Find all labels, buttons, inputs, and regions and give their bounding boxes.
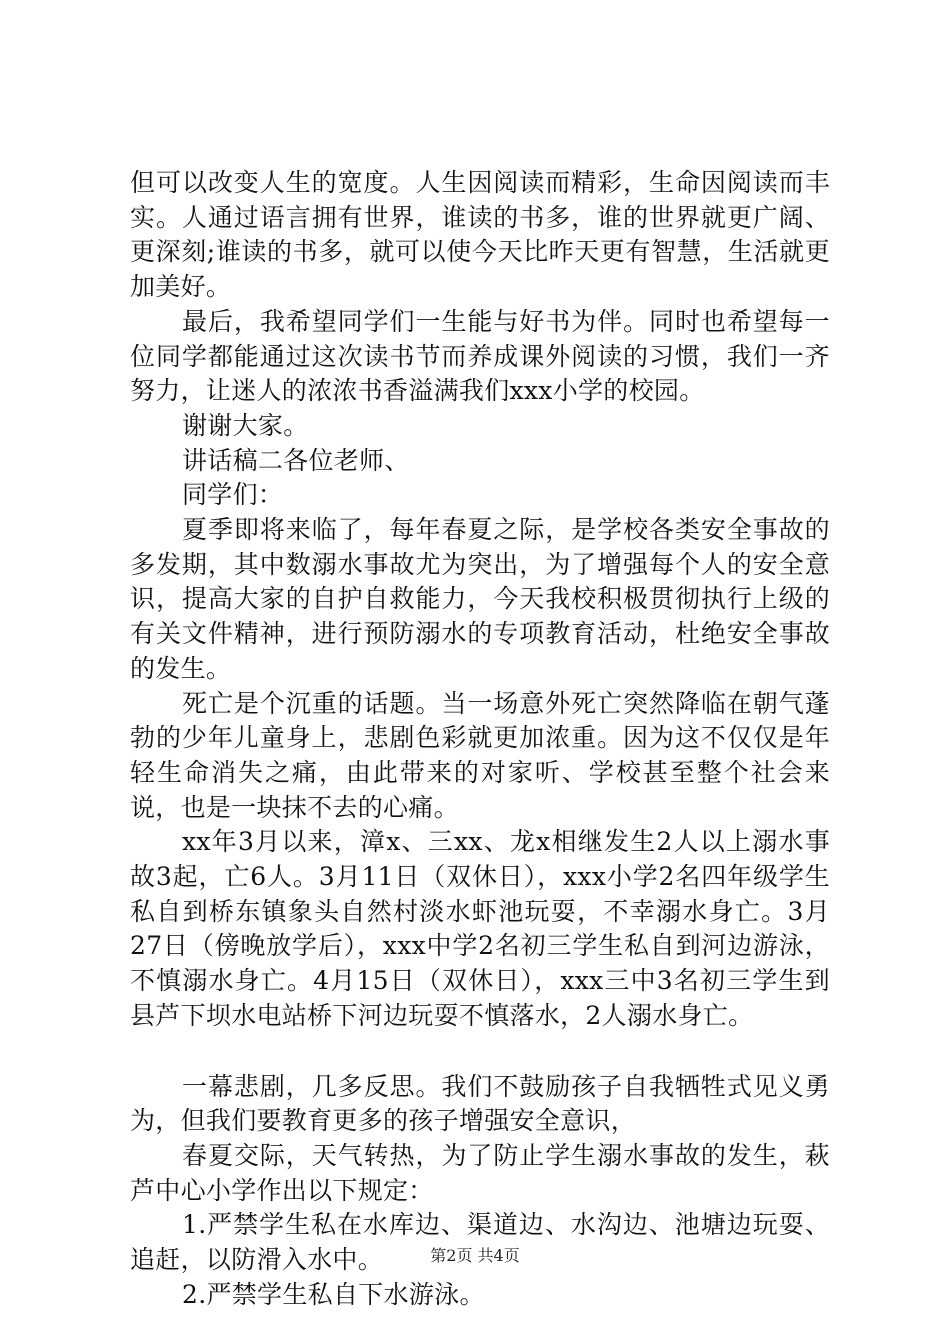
paragraph-spacer (130, 1034, 830, 1070)
paragraph-rule-1: 1.严禁学生私在水库边、渠道边、水沟边、池塘边玩耍、追赶，以防滑入水中。 (130, 1210, 830, 1275)
paragraph-speech-two-heading: 讲话稿二各位老师、 (182, 445, 410, 475)
paragraph-summer-safety: 夏季即将来临了，每年春夏之际，是学校各类安全事故的多发期，其中数溺水事故尤为突出，为了增强每个人的安全意识，提高大家的自护自救能力，今天我校积极贯彻执行上级的有关文件精神，进行预防溺水的专项教育活动，杜绝安全事故的发生。 (130, 515, 830, 683)
paragraph-regulations-intro: 春夏交际，天气转热，为了防止学生溺水事故的发生，萩芦中心小学作出以下规定： (130, 1140, 830, 1205)
paragraph-salutation: 同学们： (182, 480, 284, 510)
paragraph-thanks: 谢谢大家。 (182, 410, 309, 440)
paragraph-continuation: 但可以改变人生的宽度。人生因阅读而精彩，生命因阅读而丰实。人通过语言拥有世界，谁读的书多，谁的世界就更广阔、更深刻;谁读的书多，就可以使今天比昨天更有智慧，生活就更加美好。 (130, 168, 830, 302)
page-number-footer: 第2页 共4页 (430, 1246, 520, 1265)
paragraph-death-topic: 死亡是个沉重的话题。当一场意外死亡突然降临在朝气蓬勃的少年儿童身上，悲剧色彩就更加浓重。因为这不仅仅是年轻生命消失之痛，由此带来的对家听、学校甚至整个社会来说，也是一块抹不去的心痛。 (130, 688, 830, 822)
paragraph-accident-records: xx年3月以来，漳x、三xx、龙x相继发生2人以上溺水事故3起，亡6人。3月11日（双休日），xxx小学2名四年级学生私自到桥东镇象头自然村淡水虾池玩耍，不幸溺水身亡。3月27日（傍晚放学后），xxx中学2名初三学生私自到河边游泳，不慎溺水身亡。4月15日（双休日），xxx三中3名初三学生到县芦下坝水电站桥下河边玩耍不慎落水，2人溺水身亡。 (130, 827, 830, 1030)
paragraph-rule-2: 2.严禁学生私自下水游泳。 (182, 1279, 485, 1309)
document-body (130, 166, 830, 1313)
paragraph-reflection: 一幕悲剧，几多反思。我们不鼓励孩子自我牺牲式见义勇为，但我们要教育更多的孩子增强安全意识， (130, 1071, 830, 1136)
paragraph-closing-wish: 最后，我希望同学们一生能与好书为伴。同时也希望每一位同学都能通过这次读书节而养成课外阅读的习惯，我们一齐努力，让迷人的浓浓书香溢满我们xxx小学的校园。 (130, 306, 830, 406)
